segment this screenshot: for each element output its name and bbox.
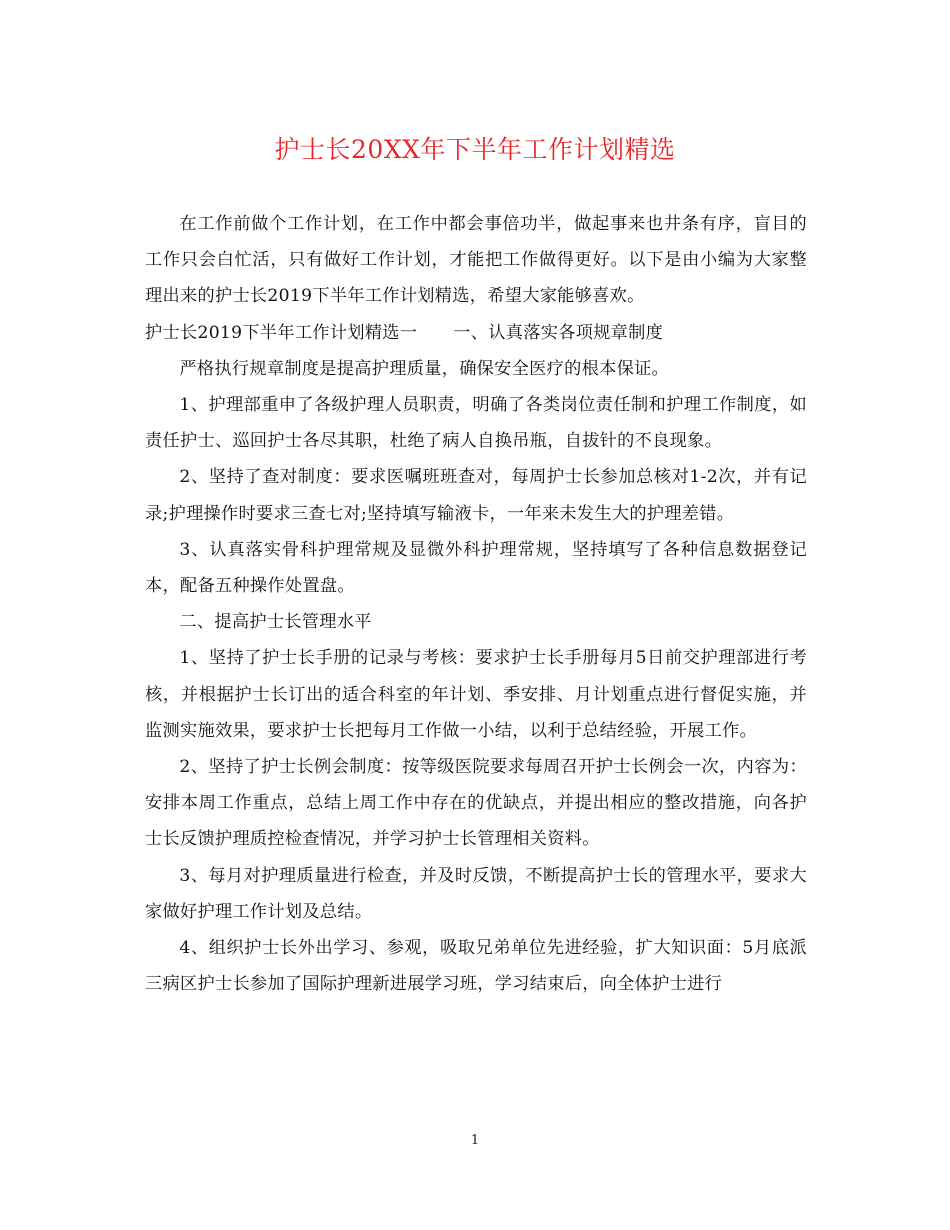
paragraph-2-2: 2、坚持了护士长例会制度：按等级医院要求每周召开护士长例会一次，内容为：安排本周工作重点，总结上周工作中存在的优缺点，并提出相应的整改措施，向各护士长反馈护理质控检查情况，并学习护士长管理相关资料。 <box>145 757 807 850</box>
paragraph-2-1: 1、坚持了护士长手册的记录与考核：要求护士长手册每月5日前交护理部进行考核，并根据护士长订出的适合科室的年计划、季安排、月计划重点进行督促实施，并监测实施效果，要求护士长把每月工作做一小结，以利于总结经验，开展工作。 <box>145 648 807 741</box>
section-heading-1: 一、认真落实各项规章制度 <box>453 322 664 343</box>
paragraph-2-3: 3、每月对护理质量进行检查，并及时反馈，不断提高护士长的管理水平，要求大家做好护理工作计划及总结。 <box>145 865 807 922</box>
paragraph-1-2: 2、坚持了查对制度：要求医嘱班班查对，每周护士长参加总核对1-2次，并有记录;护理操作时要求三查七对;坚持填写输液卡，一年来未发生大的护理差错。 <box>145 467 807 524</box>
paragraph-1-1: 1、护理部重申了各级护理人员职责，明确了各类岗位责任制和护理工作制度，如责任护士、巡回护士各尽其职，杜绝了病人自换吊瓶，自拔针的不良现象。 <box>145 395 807 452</box>
section-subtitle: 护士长2019下半年工作计划精选一 <box>145 322 418 343</box>
paragraph-rules: 严格执行规章制度是提高护理质量，确保安全医疗的根本保证。 <box>179 358 670 379</box>
document-body <box>145 206 807 1002</box>
document-title: 护士长20XX年下半年工作计划精选 <box>274 135 676 164</box>
paragraph-2-4: 4、组织护士长外出学习、参观，吸取兄弟单位先进经验，扩大知识面：5月底派三病区护士长参加了国际护理新进展学习班，学习结束后，向全体护士进行 <box>145 938 807 995</box>
section-line <box>145 315 807 351</box>
intro-paragraph: 在工作前做个工作计划，在工作中都会事倍功半，做起事来也井条有序，盲目的工作只会白忙活，只有做好工作计划，才能把工作做得更好。以下是由小编为大家整理出来的护士长2019下半年工作计划精选，希望大家能够喜欢。 <box>145 214 807 307</box>
section-heading-2: 二、提高护士长管理水平 <box>179 612 372 633</box>
page-number: 1 <box>470 1133 480 1148</box>
paragraph-1-3: 3、认真落实骨科护理常规及显微外科护理常规，坚持填写了各种信息数据登记本，配备五种操作处置盘。 <box>145 539 807 597</box>
